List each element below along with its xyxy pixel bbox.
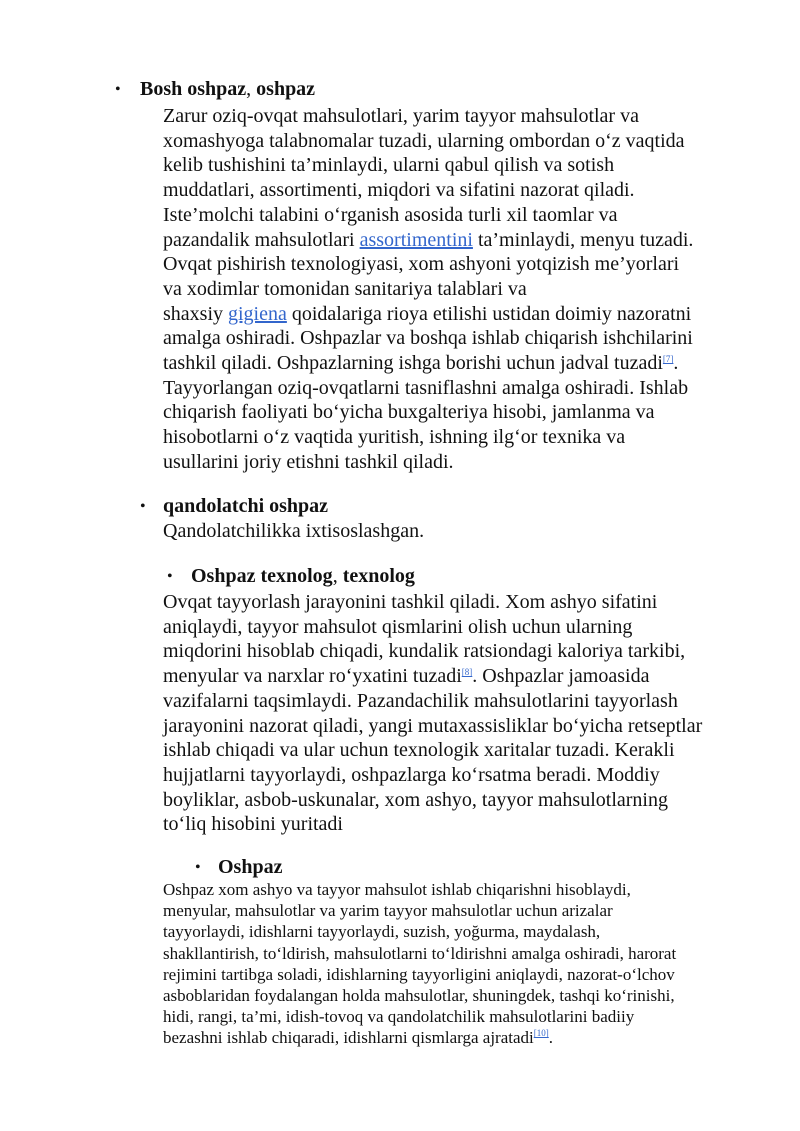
bullet-icon: • [140, 498, 146, 515]
paragraph-line: kelib tushishini ta’minlaydi, ularni qabul qilish va sotish [163, 154, 615, 177]
heading-term[interactable]: Oshpaz texnolog [191, 565, 333, 587]
paragraph-line: boyliklar, asbob-uskunalar, xom ashyo, tayyor mahsulotlarning [163, 788, 668, 811]
footnote-link[interactable]: [7] [662, 354, 674, 365]
heading-term: qandolatchi oshpaz [163, 495, 329, 517]
footnote-link[interactable]: [10] [533, 1028, 549, 1039]
heading-qandolatchi-oshpaz [163, 494, 328, 518]
paragraph-line: menyular va narxlar ro‘yxatini tuzadi[8]. Oshpazlar jamoasida [163, 665, 650, 688]
link-assortimentini[interactable]: assortimentini [359, 228, 473, 251]
paragraph-line: va xodimlar tomonidan sanitariya talablari va [163, 277, 527, 300]
heading-term: Oshpaz [218, 856, 283, 878]
paragraph-line: Iste’molchi talabini o‘rganish asosida turli xil taomlar va [163, 203, 618, 226]
heading-term[interactable]: texnolog [342, 565, 415, 587]
paragraph-line: usullarini joriy etishni tashkil qiladi. [163, 450, 454, 473]
paragraph-line: shakllantirish, to‘ldirish, mahsulotlarni to‘ldirishni amalga oshiradi, harorat [163, 943, 677, 963]
heading-term[interactable]: oshpaz [256, 78, 316, 100]
paragraph-line: amalga oshiradi. Oshpazlar va boshqa ishlab chiqarish ishchilarini [163, 327, 693, 350]
paragraph-line: miqdorini hisoblab chiqadi, kundalik ratsiondagi kaloriya tarkibi, [163, 640, 686, 663]
heading-term[interactable]: Bosh oshpaz [140, 78, 247, 100]
heading-bosh-oshpaz [140, 77, 315, 101]
link-gigiena[interactable]: gigiena [228, 302, 287, 325]
paragraph-line: ishlab chiqadi va ular uchun texnologik xaritalar tuzadi. Kerakli [163, 739, 675, 762]
footnote-ref [534, 1028, 549, 1038]
paragraph-line: hidi, rangi, ta’mi, idish-tovoq va qandolatchilik mahsulotlarini badiiy [163, 1007, 635, 1027]
paragraph-line: Ovqat tayyorlash jarayonini tashkil qiladi. Xom ashyo sifatini [163, 591, 658, 613]
bullet-icon: • [115, 81, 121, 98]
paragraph-line: hisobotlarni o‘z vaqtida yuritish, ishning ilg‘or texnika va [163, 426, 626, 449]
paragraph [163, 519, 424, 544]
paragraph [163, 879, 676, 1049]
paragraph [163, 590, 702, 837]
paragraph-line: aniqlaydi, tayyor mahsulot qismlarini olish uchun ularning [163, 615, 633, 638]
paragraph-line: rejimini tartibga soladi, idishlarning tayyorligini aniqlaydi, nazorat-o‘lchov [163, 964, 675, 984]
paragraph-line: muddatlari, assortimenti, miqdori va sifatini nazorat qiladi. [163, 179, 635, 202]
paragraph-line: asboblaridan foydalangan holda mahsulotlar, shuningdek, tashqi ko‘rinishi, [163, 986, 675, 1006]
paragraph-line: pazandalik mahsulotlari assortimentini ta’minlaydi, menyu tuzadi. [163, 228, 694, 251]
footnote-ref [663, 354, 674, 364]
bullet-icon: • [167, 568, 173, 585]
heading-separator: , [332, 565, 343, 587]
paragraph-line: Zarur oziq-ovqat mahsulotlari, yarim tayyor mahsulotlar va [163, 105, 639, 127]
footnote-ref [462, 667, 473, 677]
paragraph-line: menyular, mahsulotlar va yarim tayyor mahsulotlar uchun arizalar [163, 901, 613, 921]
paragraph-line: Tayyorlangan oziq-ovqatlarni tasniflashni amalga oshiradi. Ishlab [163, 376, 689, 399]
paragraph-line: bezashni ishlab chiqaradi, idishlarni qismlarga ajratadi[10]. [163, 1028, 553, 1048]
heading-oshpaz-texnolog [191, 564, 415, 588]
paragraph-line: hujjatlarni tayyorlaydi, oshpazlarga ko‘rsatma beradi. Moddiy [163, 763, 660, 786]
paragraph-line: Qandolatchilikka ixtisoslashgan. [163, 520, 425, 542]
paragraph-line: xomashyoga talabnomalar tuzadi, ularning ombordan o‘z vaqtida [163, 129, 685, 152]
footnote-link[interactable]: [8] [461, 667, 473, 678]
paragraph-line: vazifalarni taqsimlaydi. Pazandachilik mahsulotlarini tayyorlash [163, 689, 678, 712]
paragraph-line: Ovqat pishirish texnologiyasi, xom ashyoni yotqizish me’yorlari [163, 253, 680, 276]
paragraph-line: tayyorlaydi, idishlarni tayyorlaydi, suzish, yoğurma, maydalash, [163, 922, 601, 942]
heading-oshpaz [218, 855, 282, 879]
paragraph-line: tashkil qiladi. Oshpazlarning ishga borishi uchun jadval tuzadi[7]. [163, 352, 679, 375]
paragraph-line: Oshpaz xom ashyo va tayyor mahsulot ishlab chiqarishni hisoblaydi, [163, 880, 631, 899]
bullet-icon: • [195, 859, 201, 876]
paragraph-line: to‘liq hisobini yuritadi [163, 813, 343, 836]
paragraph-line: jarayonini nazorat qiladi, yangi mutaxassisliklar bo‘yicha retseptlar [163, 714, 703, 737]
paragraph [163, 104, 693, 475]
paragraph-line: chiqarish faoliyati bo‘yicha buxgalteriya hisobi, jamlanma va [163, 401, 655, 424]
heading-separator: , [246, 78, 257, 100]
paragraph-line: shaxsiy gigiena qoidalariga rioya etilishi ustidan doimiy nazoratni [163, 302, 692, 325]
